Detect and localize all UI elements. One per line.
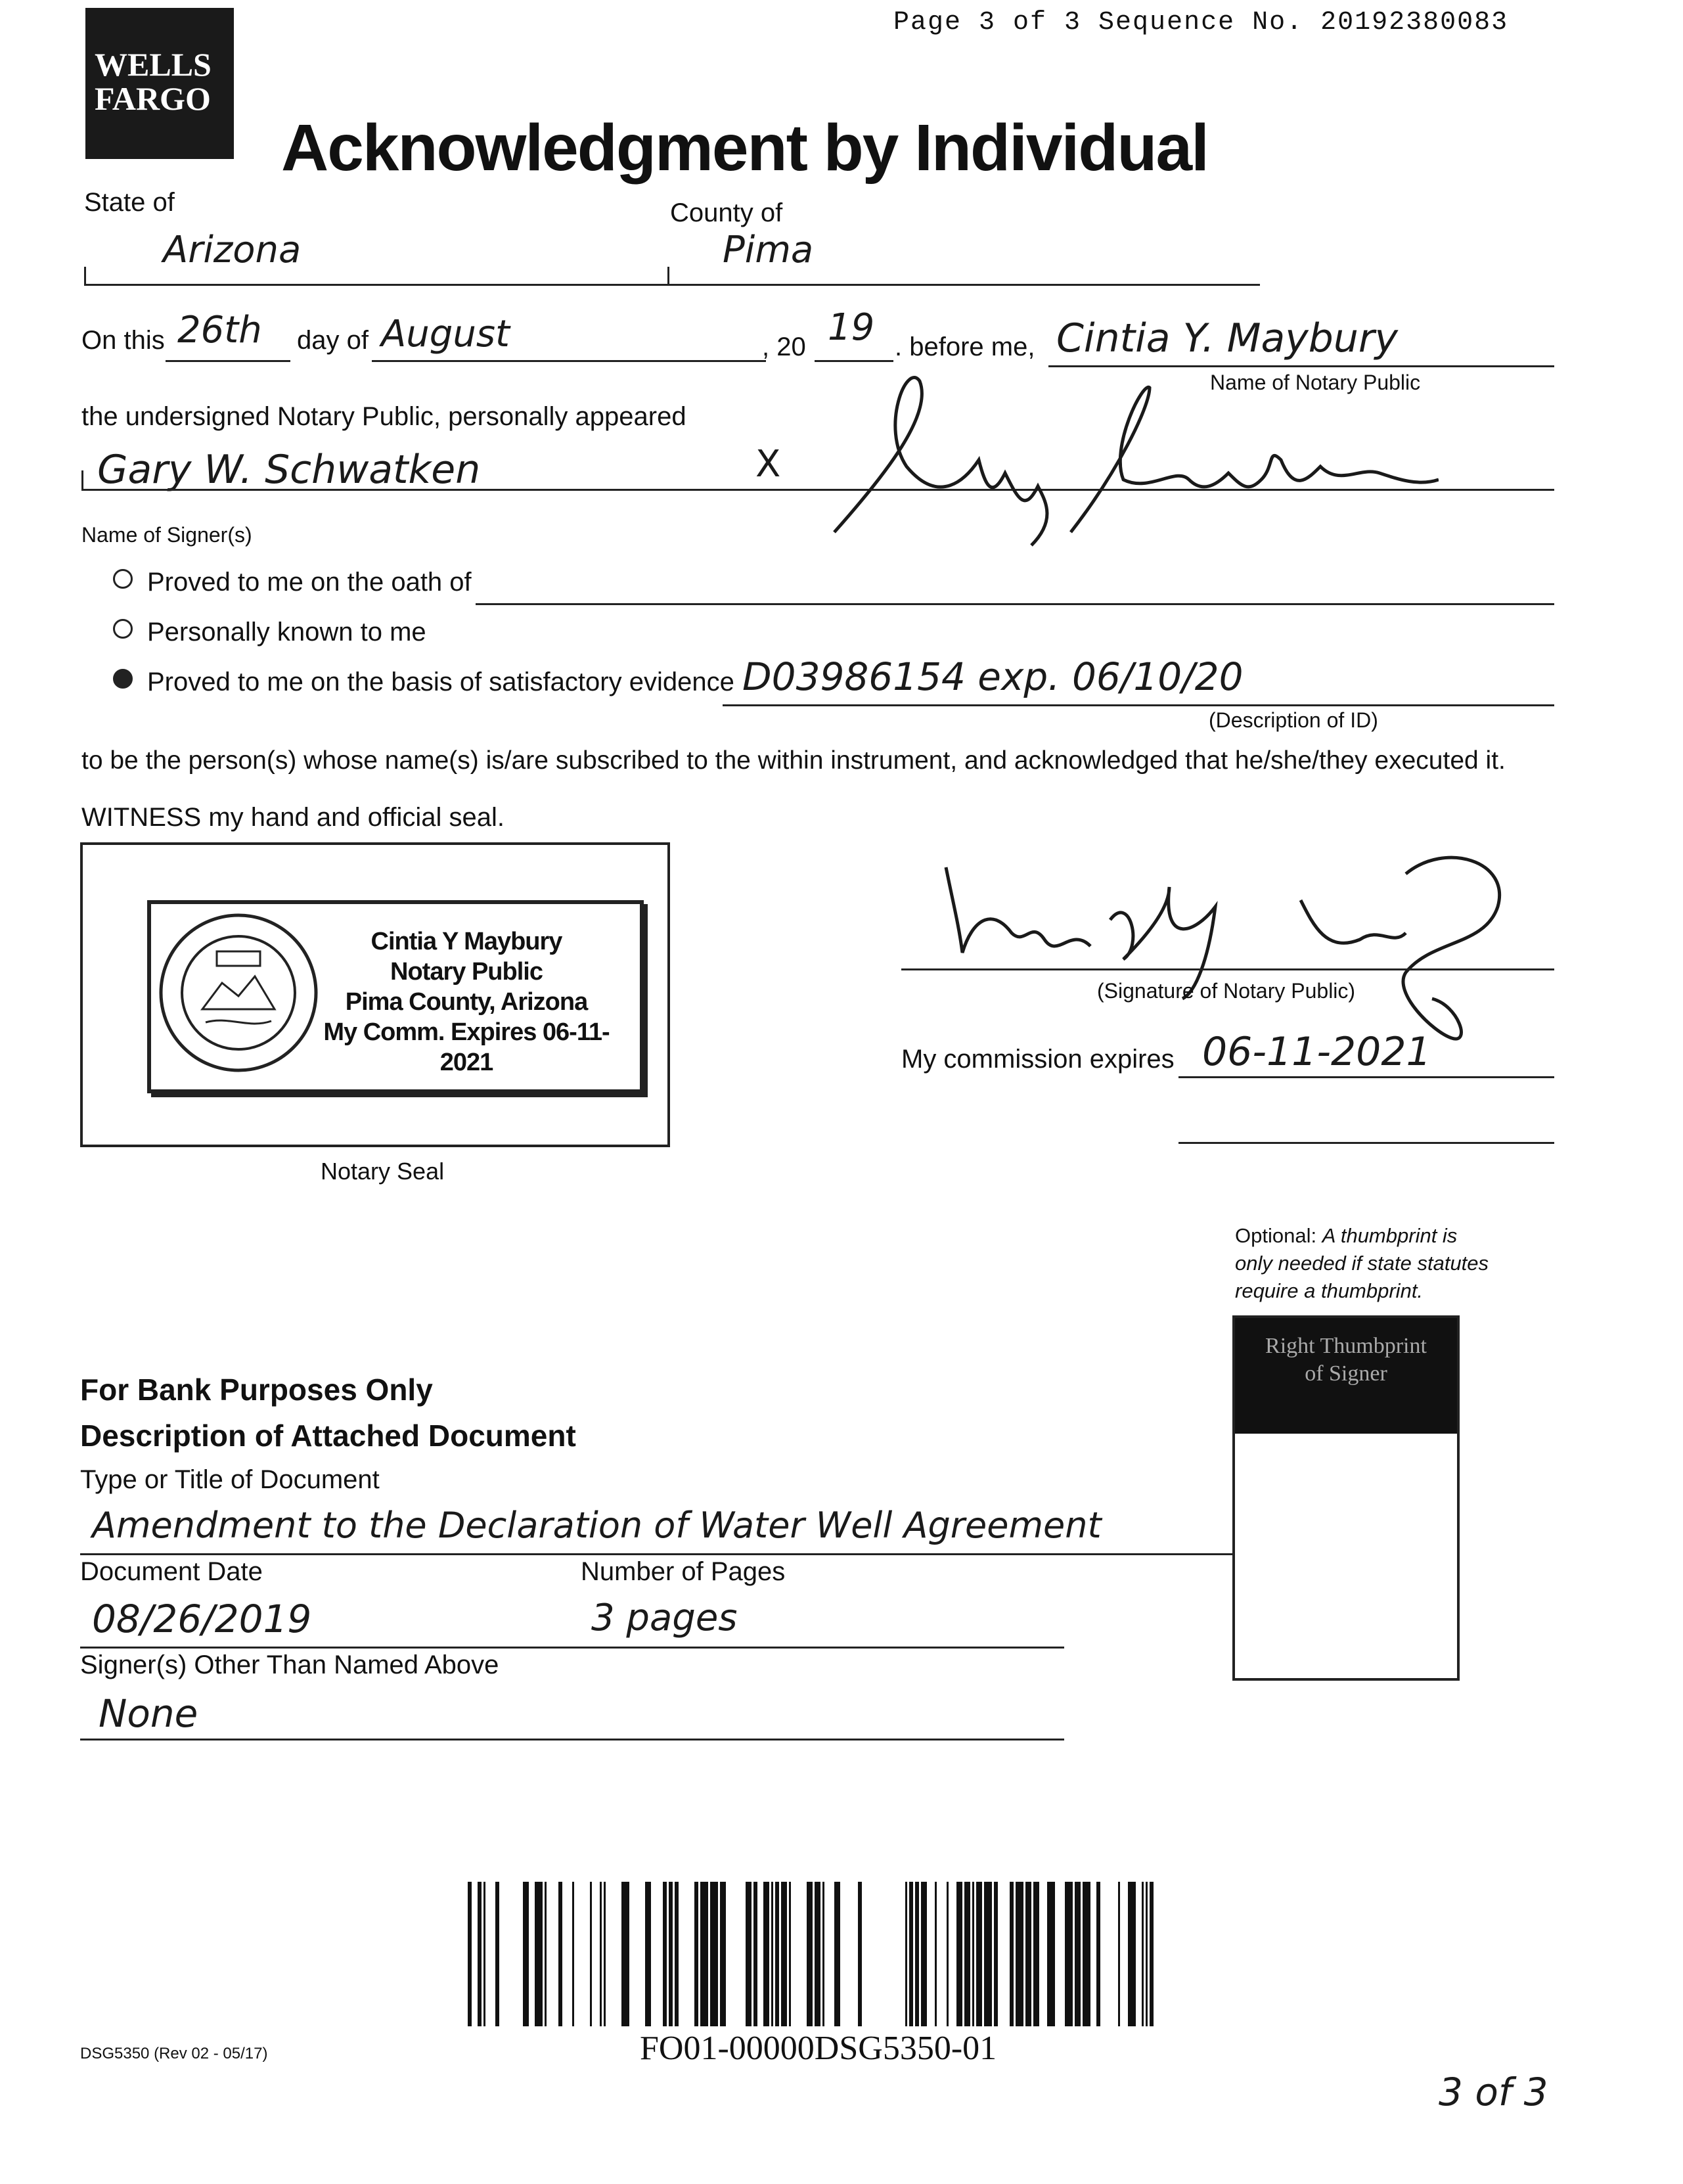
- acknowledgment-text: to be the person(s) whose name(s) is/are subscribed to the within instrument, and acknowledged that he/she/they executed it.: [81, 746, 1506, 775]
- appearance-statement: the undersigned Notary Public, personally appeared: [81, 402, 686, 431]
- doc-type-label: Type or Title of Document: [80, 1465, 380, 1494]
- notary-signature-caption: (Signature of Notary Public): [1097, 979, 1356, 1003]
- proof-oath-label: Proved to me on the oath of: [147, 568, 472, 597]
- signer-caption: Name of Signer(s): [81, 523, 252, 547]
- barcode-bar: [1025, 1882, 1031, 2026]
- year-value: 19: [828, 306, 875, 349]
- barcode-bar: [600, 1882, 602, 2026]
- signature-x-mark: X: [755, 443, 781, 486]
- doc-type-value: Amendment to the Declaration of Water Well Agreement: [92, 1505, 1102, 1546]
- barcode-bar: [775, 1882, 779, 2026]
- wells-fargo-logo: [85, 8, 234, 159]
- barcode-bar: [495, 1882, 499, 2026]
- proof-known-radio[interactable]: [113, 619, 133, 639]
- page-note: 3 of 3: [1439, 2070, 1548, 2114]
- thumbprint-note: [1235, 1222, 1489, 1305]
- doc-type-line: [80, 1553, 1234, 1555]
- page-title: Acknowledgment by Individual: [281, 111, 1208, 185]
- num-pages-value: 3 pages: [591, 1597, 738, 1639]
- barcode-bar: [1016, 1882, 1023, 2026]
- commission-value: 06-11-2021: [1202, 1029, 1431, 1075]
- thumbprint-box: [1232, 1315, 1460, 1681]
- year-line: [815, 360, 893, 362]
- barcode-bar: [1010, 1882, 1014, 2026]
- barcode-bar: [781, 1882, 787, 2026]
- barcode-bar: [858, 1882, 862, 2026]
- document-barcode: [468, 1882, 1177, 2026]
- page-sequence-info: Page 3 of 3 Sequence No. 20192380083: [893, 8, 1509, 37]
- county-value: Pima: [723, 229, 814, 271]
- day-value: 26th: [177, 309, 262, 352]
- barcode-bar: [1128, 1882, 1136, 2026]
- proof-evidence-radio[interactable]: [113, 669, 133, 689]
- day-of-label: day of: [297, 326, 369, 355]
- barcode-bar: [1150, 1882, 1154, 2026]
- signer-signature: [808, 368, 1439, 558]
- barcode-bar: [815, 1882, 820, 2026]
- barcode-bar: [905, 1882, 907, 2026]
- other-signers-line: [80, 1739, 1064, 1740]
- venue-line: [84, 284, 1260, 286]
- barcode-bar: [663, 1882, 667, 2026]
- notary-signature-line: [901, 968, 1554, 970]
- proof-known-label: Personally known to me: [147, 618, 426, 647]
- barcode-bar: [483, 1882, 485, 2026]
- barcode-bar: [1083, 1882, 1090, 2026]
- barcode-bar: [1096, 1882, 1100, 2026]
- proof-oath-radio[interactable]: [113, 569, 133, 589]
- notary-signature: [933, 848, 1537, 1045]
- barcode-bar: [976, 1882, 982, 2026]
- barcode-bar: [669, 1882, 673, 2026]
- commission-line-2: [1178, 1142, 1554, 1144]
- month-line: [372, 360, 766, 362]
- barcode-bar: [921, 1882, 927, 2026]
- barcode-bar: [789, 1882, 791, 2026]
- notary-seal-caption: Notary Seal: [321, 1158, 445, 1185]
- barcode-bar: [753, 1882, 757, 2026]
- barcode-bar: [1146, 1882, 1148, 2026]
- seal-notary-title: Notary Public: [390, 958, 543, 986]
- barcode-bar: [1142, 1882, 1144, 2026]
- thumbprint-note-line-1: A thumbprint is: [1322, 1224, 1458, 1247]
- seal-county: Pima County, Arizona: [345, 988, 588, 1016]
- thumbprint-note-line-3: require a thumbprint.: [1235, 1279, 1424, 1302]
- id-description-value: D03986154 exp. 06/10/20: [742, 654, 1244, 699]
- month-value: August: [381, 313, 510, 355]
- barcode-bar: [604, 1882, 606, 2026]
- barcode-bar: [972, 1882, 974, 2026]
- county-label: County of: [670, 198, 783, 227]
- notary-stamp: [147, 900, 644, 1093]
- barcode-bar: [771, 1882, 773, 2026]
- barcode-bar: [1047, 1882, 1055, 2026]
- barcode-bar: [1065, 1882, 1073, 2026]
- barcode-bar: [710, 1882, 718, 2026]
- doc-date-label: Document Date: [80, 1557, 263, 1586]
- barcode-bar: [822, 1882, 824, 2026]
- barcode-bar: [909, 1882, 913, 2026]
- signer-tick: [81, 470, 83, 490]
- barcode-bar: [763, 1882, 769, 2026]
- other-signers-label: Signer(s) Other Than Named Above: [80, 1650, 499, 1679]
- other-signers-value: None: [99, 1691, 198, 1736]
- barcode-bar: [558, 1882, 562, 2026]
- thumbprint-note-line-2: only needed if state statutes: [1235, 1252, 1489, 1275]
- barcode-bar: [523, 1882, 529, 2026]
- barcode-bar: [468, 1882, 472, 2026]
- logo-line-2: FARGO: [95, 80, 211, 117]
- barcode-bar: [807, 1882, 813, 2026]
- barcode-bar: [994, 1882, 998, 2026]
- form-code: DSG5350 (Rev 02 - 05/17): [80, 2045, 268, 2062]
- state-label: State of: [84, 188, 175, 217]
- barcode-bar: [478, 1882, 482, 2026]
- id-caption: (Description of ID): [1209, 708, 1378, 732]
- barcode-bar: [1118, 1882, 1120, 2026]
- commission-line: [1178, 1076, 1554, 1078]
- barcode-bar: [1033, 1882, 1039, 2026]
- barcode-bar: [535, 1882, 543, 2026]
- barcode-bar: [700, 1882, 708, 2026]
- doc-date-line: [80, 1647, 1064, 1649]
- num-pages-label: Number of Pages: [581, 1557, 786, 1586]
- state-tick: [84, 267, 86, 285]
- barcode-bar: [947, 1882, 949, 2026]
- commission-label: My commission expires: [901, 1045, 1175, 1074]
- barcode-bar: [720, 1882, 726, 2026]
- year-prefix: , 20: [762, 332, 806, 361]
- thumbprint-box-label-2: of Signer: [1305, 1361, 1387, 1386]
- barcode-text: FO01-00000DSG5350-01: [640, 2030, 997, 2067]
- bank-heading: For Bank Purposes Only: [80, 1373, 433, 1407]
- before-me-label: . before me,: [895, 332, 1035, 361]
- witness-text: WITNESS my hand and official seal.: [81, 803, 505, 832]
- county-tick: [667, 267, 669, 285]
- barcode-bar: [1075, 1882, 1081, 2026]
- barcode-bar: [675, 1882, 679, 2026]
- barcode-bar: [956, 1882, 962, 2026]
- barcode-bar: [645, 1882, 651, 2026]
- barcode-bar: [621, 1882, 629, 2026]
- day-line: [166, 360, 290, 362]
- proof-oath-line: [476, 603, 1554, 605]
- thumbprint-optional-label: Optional:: [1235, 1224, 1317, 1247]
- barcode-bar: [590, 1882, 592, 2026]
- attached-doc-heading: Description of Attached Document: [80, 1419, 576, 1453]
- barcode-bar: [694, 1882, 698, 2026]
- id-description-line: [723, 704, 1554, 706]
- signer-name-value: Gary W. Schwatken: [97, 447, 481, 493]
- notary-name-line: [1048, 365, 1554, 367]
- seal-expires: My Comm. Expires 06-11-2021: [323, 1018, 610, 1076]
- on-this-label: On this: [81, 326, 165, 355]
- barcode-bar: [746, 1882, 752, 2026]
- logo-line-1: WELLS: [95, 46, 212, 83]
- barcode-bar: [935, 1882, 937, 2026]
- barcode-bar: [915, 1882, 919, 2026]
- arizona-seal-emblem: [156, 911, 321, 1075]
- notary-name-caption: Name of Notary Public: [1210, 371, 1421, 394]
- state-value: Arizona: [163, 229, 302, 271]
- barcode-bar: [545, 1882, 547, 2026]
- notary-name-value: Cintia Y. Maybury: [1056, 315, 1399, 361]
- doc-date-value: 08/26/2019: [92, 1597, 312, 1641]
- barcode-bar: [964, 1882, 970, 2026]
- barcode-bar: [834, 1882, 840, 2026]
- barcode-bar: [984, 1882, 992, 2026]
- barcode-bar: [572, 1882, 574, 2026]
- seal-notary-name: Cintia Y Maybury: [370, 928, 562, 955]
- thumbprint-box-label-1: Right Thumbprint: [1265, 1334, 1427, 1358]
- proof-evidence-label: Proved to me on the basis of satisfactory evidence: [147, 668, 734, 696]
